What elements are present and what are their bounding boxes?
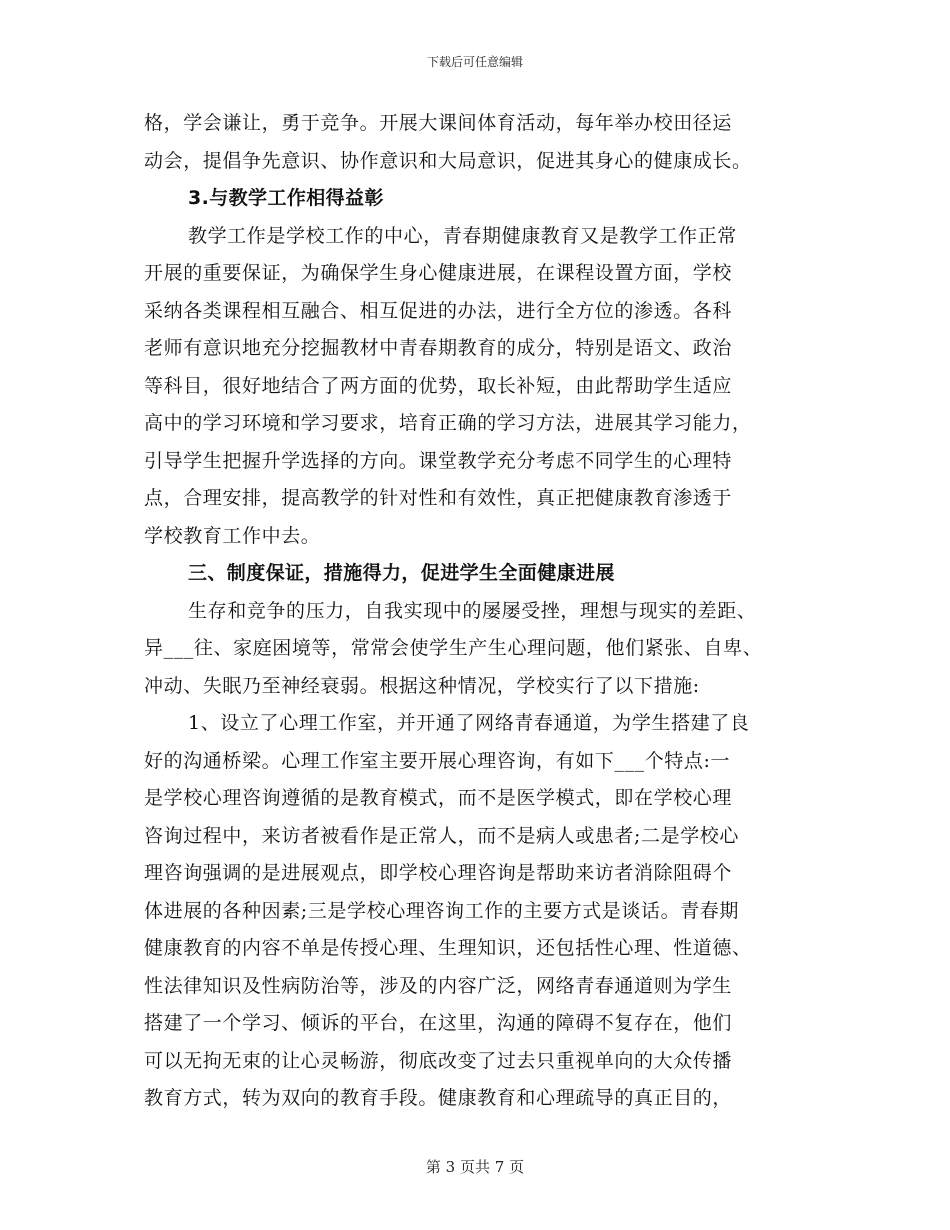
- text-line: 体进展的各种因素;三是学校心理咨询工作的主要方式是谈话。青春期: [144, 899, 740, 922]
- text-line: 学校教育工作中去。: [144, 524, 321, 547]
- paragraph-start: 1、设立了心理工作室，并开通了网络青春通道，为学生搭建了良: [188, 712, 750, 734]
- text-line: 咨询过程中，来访者被看作是正常人，而不是病人或患者;二是学校心: [144, 824, 740, 847]
- text-line: 高中的学习环境和学习要求，培育正确的学习方法，进展其学习能力，: [144, 412, 752, 434]
- text-line: 是学校心理咨询遵循的是教育模式，而不是医学模式，即在学校心理: [144, 787, 733, 809]
- text-line: 好的沟通桥梁。心理工作室主要开展心理咨询，有如下___个特点:一: [144, 749, 731, 772]
- text-line: 点，合理安排，提高教学的针对性和有效性，真正把健康教育渗透于: [144, 487, 733, 509]
- text-line: 老师有意识地充分挖掘教材中青春期教育的成分，特别是语文、政治: [144, 337, 733, 359]
- text-line: 异___往、家庭困境等，常常会使学生产生心理问题，他们紧张、自卑、: [144, 637, 763, 659]
- text-line: 可以无拘无束的让心灵畅游，彻底改变了过去只重视单向的大众传播: [144, 1049, 733, 1072]
- body-text: [144, 105, 824, 1118]
- page-footer: 第 3 页共 7 页: [425, 1158, 525, 1176]
- text-line: 等科目，很好地结合了两方面的优势，取长补短，由此帮助学生适应: [144, 374, 733, 397]
- text-line: 开展的重要保证，为确保学生身心健康进展，在课程设置方面，学校: [144, 262, 733, 284]
- section-heading: 3.与教学工作相得益彰: [188, 187, 384, 209]
- text-line: 引导学生把握升学选择的方向。课堂教学充分考虑不同学生的心理特: [144, 449, 733, 472]
- paragraph-start: 教学工作是学校工作的中心，青春期健康教育又是教学工作正常: [188, 224, 737, 247]
- text-line: 动会，提倡争先意识、协作意识和大局意识，促进其身心的健康成长。: [144, 149, 752, 172]
- text-line: 搭建了一个学习、倾诉的平台，在这里，沟通的障碍不复存在，他们: [144, 1012, 733, 1034]
- text-line: 理咨询强调的是进展观点，即学校心理咨询是帮助来访者消除阻碍个: [144, 862, 733, 884]
- text-line: 采纳各类课程相互融合、相互促进的办法，进行全方位的渗透。各科: [144, 299, 733, 322]
- text-line: 性法律知识及性病防治等，涉及的内容广泛，网络青春通道则为学生: [144, 974, 733, 997]
- section-heading: 三、制度保证，措施得力，促进学生全面健康进展: [188, 562, 615, 584]
- text-line: 格，学会谦让，勇于竞争。开展大课间体育活动，每年举办校田径运: [144, 112, 733, 134]
- page-header: 下载后可任意编辑: [426, 55, 523, 69]
- text-line: 健康教育的内容不单是传授心理、生理知识，还包括性心理、性道德、: [144, 937, 752, 959]
- paragraph-start: 生存和竞争的压力，自我实现中的屡屡受挫，理想与现实的差距、: [188, 599, 757, 622]
- text-line: 冲动、失眠乃至神经衰弱。根据这种情况，学校实行了以下措施:: [144, 674, 700, 697]
- text-line: 教育方式，转为双向的教育手段。健康教育和心理疏导的真正目的，: [144, 1087, 733, 1109]
